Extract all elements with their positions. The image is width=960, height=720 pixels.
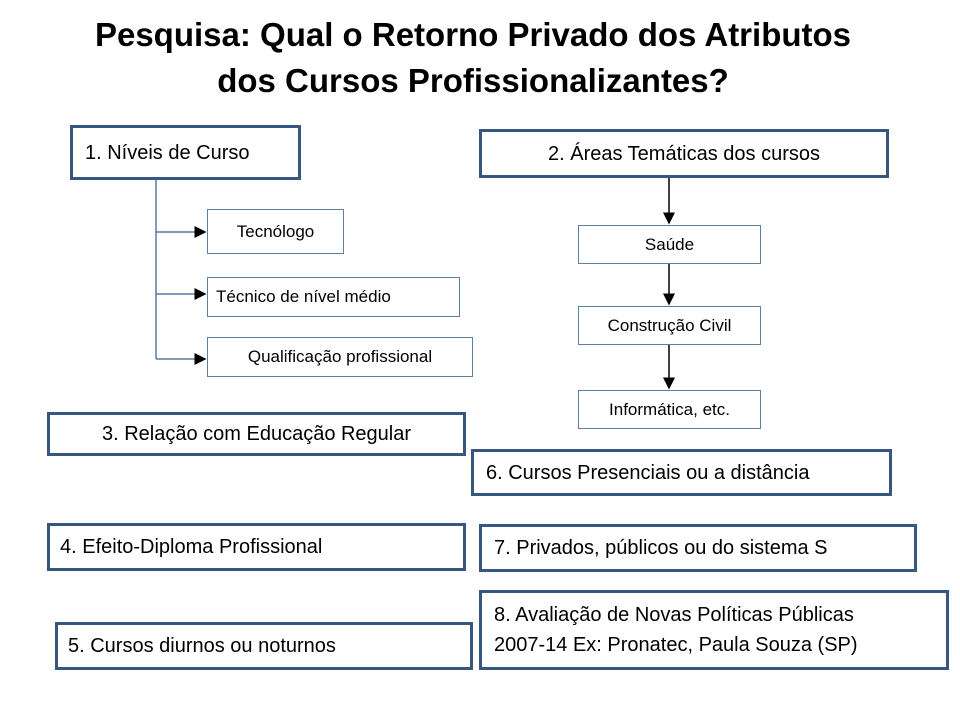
box-cursos-presenciais xyxy=(471,449,892,496)
box-diurnos-label: 5. Cursos diurnos ou noturnos xyxy=(68,635,336,657)
box-avaliacao-politicas xyxy=(479,590,949,670)
box-efeito-diploma xyxy=(47,523,466,571)
box-relacao-educacao-regular xyxy=(47,412,466,456)
box-relacao-label: 3. Relação com Educação Regular xyxy=(101,423,412,445)
sub-qualificacao-label: Qualificação profissional xyxy=(247,347,433,366)
sub-construcao-civil xyxy=(578,306,761,345)
sub-saude-label: Saúde xyxy=(644,234,695,254)
box-privados-publicos xyxy=(479,524,917,572)
title-line-1: Pesquisa: Qual o Retorno Privado dos Atributos xyxy=(94,16,852,53)
box-niveis-label: 1. Níveis de Curso xyxy=(85,141,250,164)
sub-tecnico-label: Técnico de nível médio xyxy=(216,287,391,306)
title-line-2: dos Cursos Profissionalizantes? xyxy=(217,62,729,99)
box-avaliacao-line-1: 8. Avaliação de Novas Políticas Públicas xyxy=(494,604,854,626)
sub-tecnologo xyxy=(207,209,344,254)
sub-saude xyxy=(578,225,761,264)
box-privados-label: 7. Privados, públicos ou do sistema S xyxy=(494,537,828,559)
box-cursos-diurnos xyxy=(55,622,473,670)
sub-tecnico-nivel-medio xyxy=(207,277,460,317)
box-areas-label: 2. Áreas Temáticas dos cursos xyxy=(548,142,820,165)
sub-informatica-label: Informática, etc. xyxy=(609,399,730,419)
box-efeito-label: 4. Efeito-Diploma Profissional xyxy=(60,536,323,558)
sub-qualificacao-profissional xyxy=(207,337,473,377)
box-avaliacao-line-2: 2007-14 Ex: Pronatec, Paula Souza (SP) xyxy=(494,634,858,656)
box-niveis-de-curso xyxy=(70,125,301,180)
sub-informatica xyxy=(578,390,761,429)
box-areas-tematicas xyxy=(479,129,889,178)
sub-tecnologo-label: Tecnólogo xyxy=(236,221,315,241)
box-presenciais-label: 6. Cursos Presenciais ou a distância xyxy=(486,461,810,484)
sub-construcao-label: Construção Civil xyxy=(607,315,732,335)
